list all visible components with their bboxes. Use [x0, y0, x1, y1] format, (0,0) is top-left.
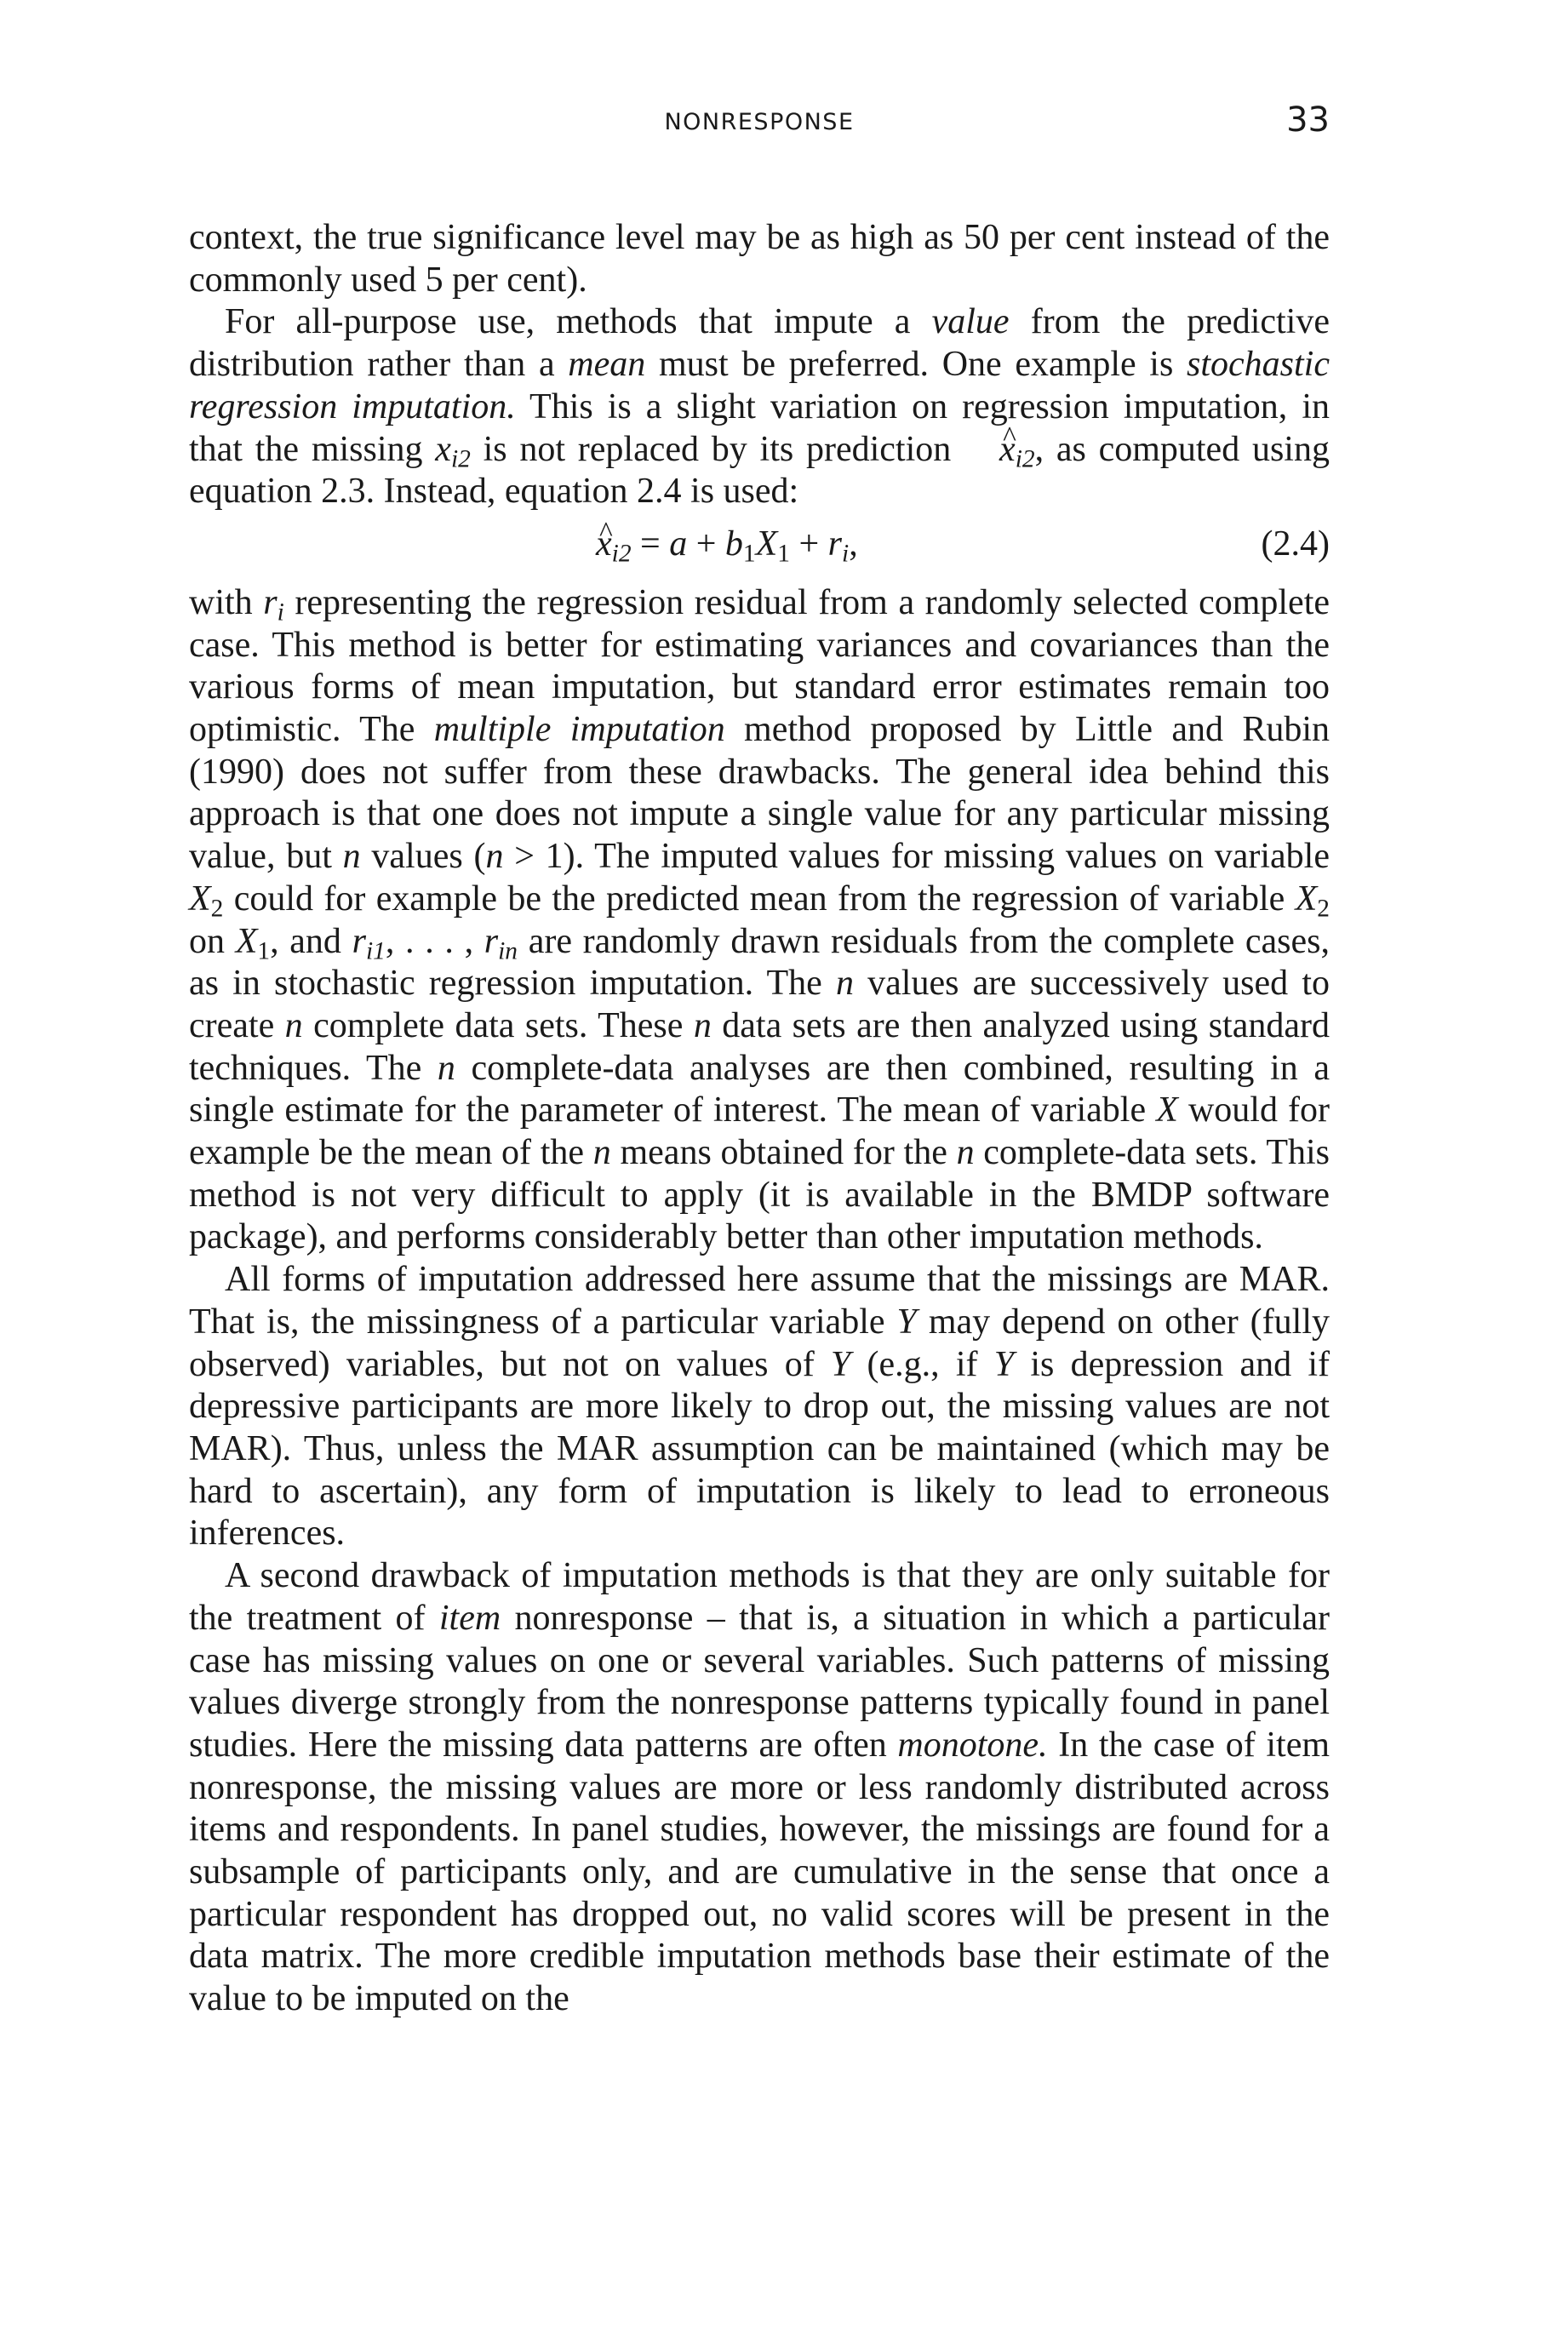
math-variable: Y	[993, 1344, 1015, 1384]
math-variable: n	[592, 1133, 611, 1173]
paragraph-1	[189, 217, 1330, 301]
math-variable: r	[484, 921, 499, 961]
text-run: means obtained for the	[610, 1133, 957, 1173]
text-run: must be preferred. One example is	[645, 345, 1187, 385]
equation-formula	[596, 524, 858, 566]
math-variable: n	[485, 837, 504, 877]
text-run: data sets are then analyzed using standard techniques. The	[189, 1005, 1330, 1088]
text-run: complete-data sets. This method is not very difficult to apply (it is available in the BMDP software package), and performs considerably better than other imputation methods.	[189, 1133, 1331, 1257]
equation-2-4	[189, 517, 1330, 581]
math-variable: n	[835, 964, 854, 1004]
math-variable: r	[827, 524, 843, 564]
math-variable: n	[693, 1005, 712, 1045]
math-variable: n	[956, 1133, 975, 1173]
math-variable: r	[263, 582, 278, 622]
italic-term: monotone.	[897, 1725, 1048, 1765]
running-head	[189, 100, 1330, 152]
text-run: In the case of item nonresponse, the missing values are more or less randomly distributed across items and respondents. In panel studies, however, the missings are found for a subsample of participants only, and are cumulative in the sense that once a particular respondent has dropped out, no valid scores will be present in the data matrix. The more credible imputation methods base their estimate of the value to be imputed on the	[189, 1725, 1331, 2019]
math-variable: a	[669, 524, 688, 564]
text-run: would for example be the mean of the	[189, 1090, 1331, 1173]
text-run: values (	[360, 837, 486, 877]
math-variable: X	[1295, 878, 1318, 918]
italic-term: multiple imputation	[433, 710, 725, 750]
text-run: > 1). The imputed values for missing values on variable	[503, 837, 1330, 877]
text-run: values are successively used to create	[189, 964, 1330, 1045]
text-run: A second drawback of imputation methods is that they are only suitable for the treatment of	[189, 1556, 1330, 1638]
math-variable-hat: ^ x	[964, 429, 1016, 472]
math-operator: =	[631, 524, 670, 564]
italic-term: stochastic regression imputation.	[189, 345, 1330, 426]
text-run: All forms of imputation addressed here assume that the missings are MAR. That is, the missingness of a particular variable	[189, 1260, 1330, 1342]
math-subscript: in	[498, 936, 518, 964]
math-punctuation: ,	[849, 524, 858, 564]
math-variable: X	[189, 878, 211, 918]
text-run: For all-purpose use, methods that impute a	[225, 302, 932, 342]
text-run: is not replaced by its prediction	[470, 429, 964, 469]
page-number: 33	[1286, 100, 1330, 140]
math-variable: X	[755, 524, 778, 564]
text-run: on	[189, 921, 236, 961]
math-variable-hat: ^ x	[596, 524, 612, 566]
math-subscript: 1	[742, 540, 756, 568]
paragraph-2	[189, 301, 1330, 513]
math-subscript: 1	[777, 540, 790, 568]
equation-number: (2.4)	[1261, 524, 1330, 564]
text-run: This is a slight variation on regression imputation, in that the missing	[189, 386, 1330, 469]
text-run: with	[189, 582, 264, 622]
text-run: complete-data analyses are then combined, resulting in a single estimate for the parameter of interest. The mean of variable	[189, 1048, 1330, 1130]
text-run: is depression and if depressive participants are more likely to drop out, the missing values are not MAR). Thus, unless the MAR assumption can be maintained (which may be hard to ascertain), any form of imputation is likely to lead to erroneous inferences.	[189, 1344, 1330, 1554]
math-variable: n	[342, 837, 361, 877]
math-variable: n	[284, 1005, 303, 1045]
math-variable: r	[352, 921, 366, 961]
math-variable: X	[235, 921, 258, 961]
paragraph-3	[189, 582, 1330, 1259]
text-run: , . . . ,	[385, 921, 484, 961]
math-subscript: 2	[210, 895, 224, 923]
math-subscript: i2	[450, 444, 471, 472]
math-subscript: 2	[1317, 895, 1330, 923]
paragraph-5	[189, 1555, 1330, 2021]
math-variable: x	[435, 429, 451, 469]
body-text	[189, 217, 1330, 2021]
italic-term: item	[438, 1598, 501, 1638]
math-operator: +	[789, 524, 828, 564]
text-run: , and	[270, 921, 352, 961]
text-run: representing the regression residual from a randomly selected complete case. This method is better for estimating variances and covariances than the various forms of mean imputation, but standard error estimates remain too optimistic. The	[189, 582, 1330, 750]
italic-term: value	[931, 302, 1010, 342]
text-run: , as computed using equation 2.3. Instead, equation 2.4 is used:	[189, 429, 1330, 512]
math-variable: X	[1156, 1090, 1178, 1130]
text-run: method proposed by Little and Rubin (1990) does not suffer from these drawbacks. The general idea behind this approach is that one does not impute a single value for any particular missing value, but	[189, 710, 1330, 877]
math-operator: +	[687, 524, 725, 564]
paragraph-4	[189, 1259, 1330, 1555]
running-title: NONRESPONSE	[664, 109, 855, 135]
text-run: could for example be the predicted mean from the regression of variable	[223, 878, 1296, 918]
math-subscript: i1	[365, 936, 386, 964]
math-variable: b	[724, 524, 743, 564]
math-subscript: i	[277, 598, 284, 627]
math-subscript: i2	[611, 540, 632, 568]
math-subscript: 1	[257, 936, 271, 964]
text-run: complete data sets. These	[302, 1005, 694, 1045]
italic-term: mean	[568, 345, 646, 385]
math-subscript: i2	[1015, 444, 1035, 472]
text-run: from the predictive distribution rather than a	[189, 302, 1330, 385]
math-subscript: i	[842, 540, 850, 568]
text-run: (e.g., if	[850, 1344, 994, 1384]
text-run: are randomly drawn residuals from the complete cases, as in stochastic regression imputation. The	[189, 921, 1331, 1004]
math-variable: n	[437, 1048, 455, 1088]
math-variable: Y	[896, 1302, 917, 1342]
text-run: nonresponse – that is, a situation in which a particular case has missing values on one or several variables. Such patterns of missing values diverge strongly from the nonresponse patterns typically found in panel studies. Here the missing data patterns are often	[189, 1598, 1330, 1765]
text-run: may depend on other (fully observed) variables, but not on values of	[189, 1302, 1330, 1384]
text-run: context, the true significance level may be as high as 50 per cent instead of the commonly used 5 per cent).	[189, 218, 1330, 300]
math-variable: Y	[830, 1344, 851, 1384]
